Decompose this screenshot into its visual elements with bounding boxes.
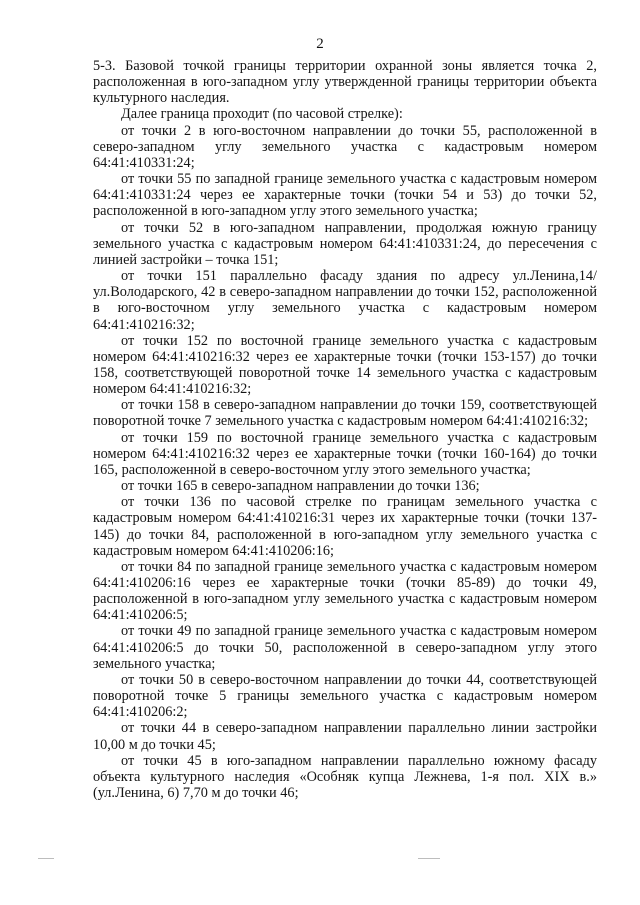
paragraph-boundary-segment: от точки 44 в северо-западном направлении параллельно линии застройки 10,00 м до точки 45; (93, 720, 597, 753)
paragraph-boundary-segment: от точки 50 в северо-восточном направлении до точки 44, соответствующей поворотной точке 5 границы земельного участка с кадастровым номером 64:41:410206:2; (93, 671, 597, 721)
paragraph-boundary-segment: от точки 49 по западной границе земельного участка с кадастровым номером 64:41:410206:5 до точки 50, расположенной в северо-западном углу этого земельного участка; (93, 623, 597, 672)
paragraph-boundary-segment: от точки 52 в юго-западном направлении, продолжая южную границу земельного участка с кадастровым номером 64:41:410331:24, до пересечения с линией застройки – точка 151; (93, 219, 597, 268)
paragraph-boundary-segment: от точки 55 по западной границе земельного участка с кадастровым номером 64:41:410331:24 через ее характерные точки (точки 54 и 53) до точки 52, расположенной в юго-западном углу этого земельного участка; (93, 171, 597, 220)
paragraph-boundary-segment: от точки 152 по восточной границе земельного участка с кадастровым номером 64:41:410216:32 через ее характерные точки (точки 153-157) до точки 158, соответствующей поворотной точке 14 земельного участка с кадастровым номером 64:41:410216:32; (93, 332, 597, 398)
paragraph-boundary-segment: от точки 151 параллельно фасаду здания по адресу ул.Ленина,14/ ул.Володарского, 42 в северо-западном направлении до точки 152, расположенной в юго-восточном углу земельного участка с кадастровым номером 64:41:410216:32; (93, 268, 597, 333)
paragraph-boundary-segment: от точки 159 по восточной границе земельного участка с кадастровым номером 64:41:410216:32 через ее характерные точки (точки 160-164) до точки 165, расположенной в северо-восточном углу этого земельного участка; (93, 429, 597, 478)
paragraph-boundary-segment: от точки 2 в юго-восточном направлении до точки 55, расположенной в северо-западном углу земельного участка с кадастровым номером 64:41:410331:24; (93, 122, 597, 171)
paragraph-boundary-segment: от точки 136 по часовой стрелке по границам земельного участка с кадастровым номером 64:41:410216:31 через их характерные точки (точки 137-145) до точки 84, расположенной в юго-западном углу земельного участка с кадастровым номером 64:41:410206:16; (93, 494, 597, 559)
page-number: 2 (316, 36, 324, 52)
paragraph-boundary-segment: от точки 45 в юго-западном направлении параллельно южному фасаду объекта культурного наследия «Особняк купца Лежнева, 1-я пол. XIX в.» (ул.Ленина, 6) 7,70 м до точки 46; (93, 752, 597, 802)
paragraph-base-point: 5-3. Базовой точкой границы территории охранной зоны является точка 2, расположенная в юго-западном углу утвержденной границы территории объекта культурного наследия. (93, 58, 597, 107)
scan-artifact-right (418, 858, 440, 859)
document-body (93, 58, 597, 801)
paragraph-boundary-segment: от точки 165 в северо-западном направлении до точки 136; (121, 478, 480, 495)
paragraph-boundary-segment: от точки 158 в северо-западном направлении до точки 159, соответствующей поворотной точке 7 земельного участка с кадастровым номером 64:41:410216:32; (93, 397, 597, 430)
scan-artifact-left (38, 858, 54, 859)
paragraph-boundary-segment: от точки 84 по западной границе земельного участка с кадастровым номером 64:41:410206:16 через ее характерные точки (точки 85-89) до точки 49, расположенной в юго-западном углу земельного участка с кадастровым номером 64:41:410206:5; (93, 558, 597, 624)
paragraph-boundary-intro: Далее граница проходит (по часовой стрелке): (121, 106, 403, 123)
